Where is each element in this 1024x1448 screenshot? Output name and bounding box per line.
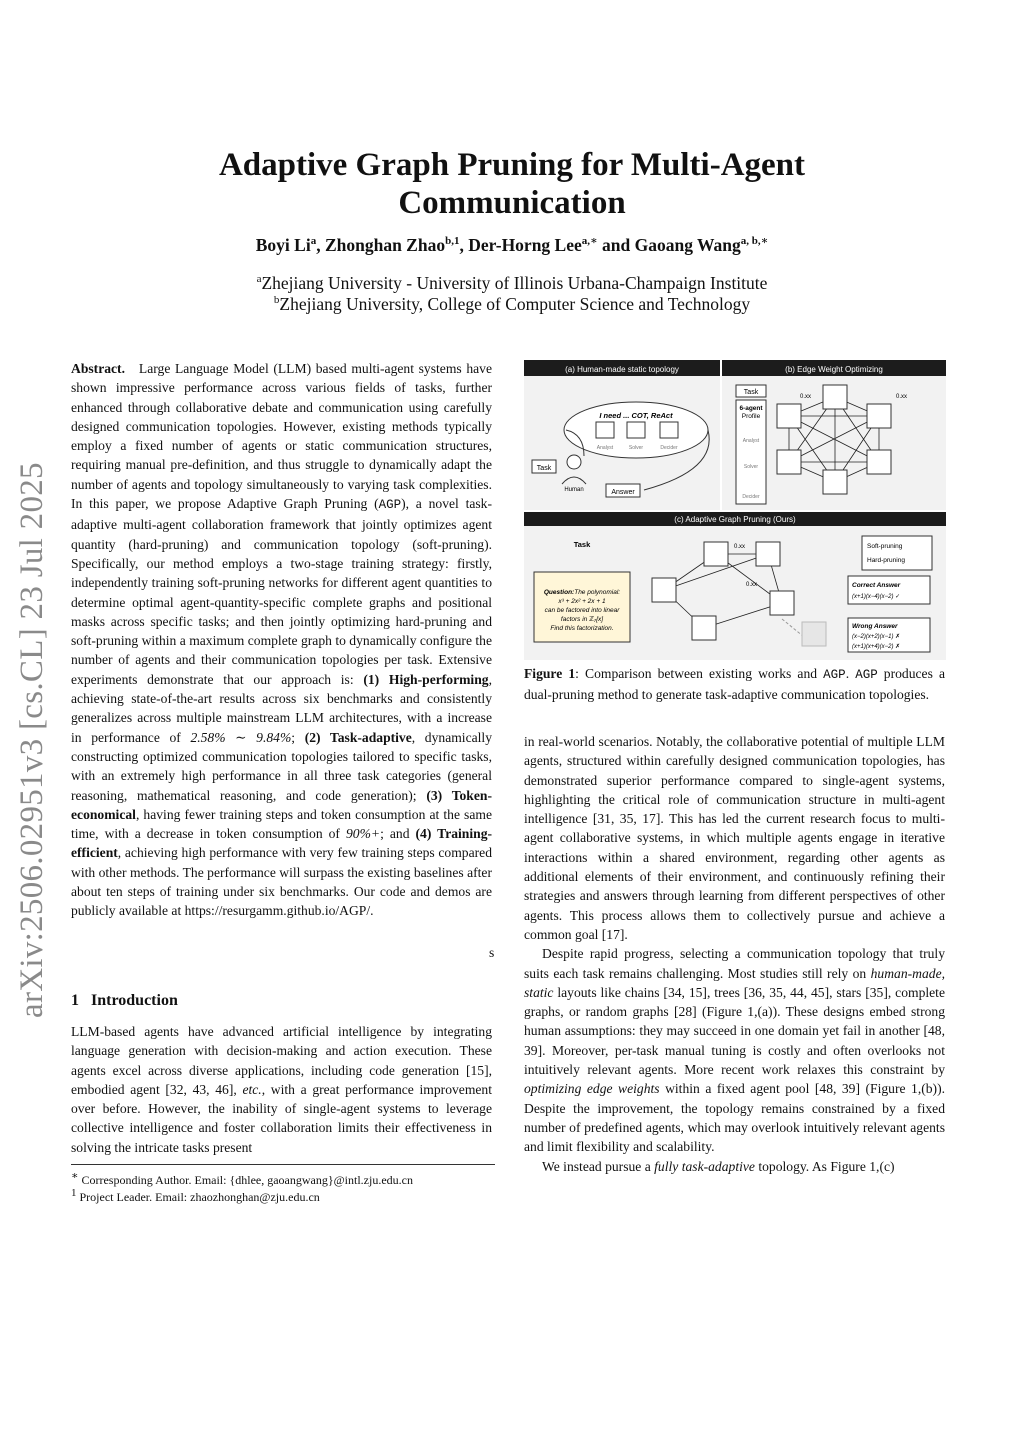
emphasis: human-made, static xyxy=(524,965,945,1000)
abstract-text: , achieving state-of-the-art results across six benchmarks and consistently generalizes across multiple mainstream LLM architectures, with a increase in performance of xyxy=(71,671,492,745)
method-name: AGP xyxy=(855,668,878,682)
question-text: The polynomial: xyxy=(574,589,621,596)
panel-b-title: (b) Edge Weight Optimizing xyxy=(785,365,883,374)
decider-icon xyxy=(660,422,678,438)
abstract-text: ; and xyxy=(380,826,416,842)
affil-mark: b xyxy=(273,294,280,307)
question-label: Question: xyxy=(543,589,575,596)
analyst-icon xyxy=(596,422,614,438)
method-name: AGP xyxy=(378,498,402,513)
abstract-text: ), a novel task-adaptive multi-agent collaboration framework that jointly optimizes agent quantity (hard-pruning) and communication topology (soft-pruning). Specifically, our method employs a two-stage training strategy: firstly, independently training soft-pruning networks for different agent quantities to determine optimal agent-quantity-specific complete graphs and positional masks across specific tasks; and then jointly optimizing hard-pruning and soft-pruning within a maximum complete graph to dynamically configure the number of agents and their communication topologies per task. Extensive experiments demonstrate that our approach is: xyxy=(71,496,492,687)
abstract-text: , achieving high performance with very few training steps compared with other methods. The performance will surpass the existing baselines after about ten steps of training under six benchmarks. Our code and demos are publicly available at https://resurgamm.github.io/AGP/. xyxy=(71,845,492,919)
solver-label: Solver xyxy=(628,445,644,451)
solver-icon xyxy=(627,422,645,438)
method-name: AGP xyxy=(823,668,846,682)
edge-weight-label: 0.xx xyxy=(800,394,812,400)
wrong-answer-title: Wrong Answer xyxy=(852,623,898,630)
author-affil-mark: a xyxy=(310,235,317,247)
emphasis: fully task-adaptive xyxy=(654,1158,755,1174)
paragraph-text: layouts like chains [34, 15], trees [36, 35, 44, 45], stars [35], complete graphs, or random graphs [28] (Figure 1,(a)). These designs embed strong human assumptions: they may succeed in one domain yet fail in another [48, 39]. Moreover, per-task manual tuning is costly and often overlooks not intuitively relevant agents. More recent work relaxes this constraint by xyxy=(524,984,945,1078)
section-heading xyxy=(71,992,178,1010)
author-name: Gaoang Wang xyxy=(634,234,741,255)
paragraph-collaboration: in real-world scenarios. Notably, the collaborative potential of multiple LLM agents, structured within carefully designed communication topologies, has demonstrated superior performance compared to single-agent systems, highlighting the critical role of communication structure in multi-agent intelligence [31, 35, 17]. This has led the current research focus to multi-agent collaborative systems, in which multiple agents engage in iterative interactions within a shared environment, regarding other agents as additional elements of their environment, and continuously refining their strategies and answers through learning from different perspectives of other agents. This process allows them to collectively pursue and achieve a common goal [17]. xyxy=(524,734,945,942)
footnote-2 xyxy=(71,1185,495,1205)
code-agent-icon xyxy=(652,578,676,602)
claim-task-adaptive: (2) Task-adaptive xyxy=(304,729,412,745)
footnote-text: Corresponding Author. Email: {dhlee, gaoangwang}@intl.zju.edu.cn xyxy=(81,1173,413,1187)
right-column-text xyxy=(524,732,945,1176)
question-text: factors in ℤ₇[x] xyxy=(560,616,604,623)
intro-text: , with a great performance improvement over before. However, the inability of single-agent systems to leverage collective intelligence and foster collaboration limits their effectiveness in solving the intricate tasks present xyxy=(71,1081,492,1155)
affiliation-a xyxy=(100,273,924,294)
intro-etc: etc. xyxy=(242,1081,262,1097)
task-label: Task xyxy=(536,465,552,472)
abstract-text: , dynamically constructing optimized communication topologies tailored to specific tasks, with an extremely high performance in all three task categories (general reasoning, mathematical reasoning, and code generation); xyxy=(71,729,492,803)
question-text: Find this factorization. xyxy=(550,625,614,632)
correct-answer-title: Correct Answer xyxy=(852,582,901,589)
footnote-mark: ∗ xyxy=(71,1170,79,1182)
wrong-answer-eq: (x+1)(x+4)(x−2) ✗ xyxy=(852,644,901,650)
author-affil-mark: b,1 xyxy=(445,235,460,247)
author-separator: and xyxy=(597,234,635,255)
author-separator: , xyxy=(316,234,325,255)
claim-token-economical: (3) Token-economical xyxy=(71,787,492,822)
task-label-c: Task xyxy=(573,540,591,549)
paragraph-approach xyxy=(524,1157,945,1176)
writer-agent-icon xyxy=(867,450,891,474)
paragraph-text: We instead pursue a xyxy=(542,1158,655,1174)
math-range: 2.58% ∼ 9.84% xyxy=(190,729,292,745)
math-percent: 90%+ xyxy=(345,826,381,842)
abstract xyxy=(71,359,492,921)
legend-soft-pruning: Soft-pruning xyxy=(867,543,903,550)
figure-caption xyxy=(524,664,945,705)
correct-answer-eq: (x+1)(x−4)(x−2) ✓ xyxy=(852,594,901,600)
footnote-text: Project Leader. Email: zhaozhonghan@zju.edu.cn xyxy=(79,1190,320,1204)
wrong-answer-eq: (x−2)(x+2)(x−1) ✗ xyxy=(852,634,901,640)
paragraph-text: topology. As Figure 1,(c) xyxy=(754,1158,895,1174)
panel-a-title: (a) Human-made static topology xyxy=(565,365,679,374)
paragraph-text: Despite rapid progress, selecting a communication topology that truly suits each task remains challenging. Most studies still rely on xyxy=(524,946,945,981)
analysis-agent-icon xyxy=(756,542,780,566)
analysis-agent-icon xyxy=(867,404,891,428)
claim-high-performing: (1) High-performing xyxy=(363,671,489,687)
affil-text: Zhejiang University - University of Illinois Urbana-Champaign Institute xyxy=(261,273,768,293)
profile-label: Profile xyxy=(741,413,761,420)
analyst-label: Analyst xyxy=(596,445,614,451)
decider-label: Decider xyxy=(660,445,678,451)
stray-character: s xyxy=(489,945,495,960)
question-line xyxy=(544,589,620,596)
question-text: x³ + 2x² + 2x + 1 xyxy=(558,598,606,605)
abstract-text: , having fewer training steps and token consumption at the same time, with a decrease in token consumption of xyxy=(71,806,492,842)
thought-text: I need ... COT, ReAct xyxy=(599,411,673,420)
affiliation-b xyxy=(100,294,924,315)
paragraph-topology xyxy=(524,944,945,1156)
abstract-label: Abstract. xyxy=(71,361,125,376)
intro-paragraph xyxy=(71,1022,492,1157)
figure-1 xyxy=(524,360,946,660)
checklist-agent-icon xyxy=(823,385,847,409)
profile-decider: Decider xyxy=(742,494,760,500)
person-agent-icon xyxy=(692,616,716,640)
footnote-mark: 1 xyxy=(71,1187,77,1199)
emphasis: optimizing edge weights xyxy=(524,1081,660,1097)
person-agent-icon xyxy=(777,450,801,474)
title-line-1: Adaptive Graph Pruning for Multi-Agent xyxy=(218,147,806,183)
edge-weight-label: 0.xx xyxy=(896,394,908,400)
edge-weight-label: 0.xx xyxy=(746,582,758,588)
section-number: 1 xyxy=(71,992,79,1009)
author-name: Der-Horng Lee xyxy=(468,234,582,255)
affil-mark: a xyxy=(256,273,262,286)
bug-agent-icon xyxy=(823,470,847,494)
human-label: Human xyxy=(564,487,584,493)
caption-text: produces a dual-pruning method to generate task-adaptive communication topologies. xyxy=(524,666,946,703)
caption-label: Figure 1 xyxy=(524,666,576,681)
legend-box xyxy=(862,536,932,570)
profile-solver: Solver xyxy=(743,464,759,470)
task-label-b: Task xyxy=(743,389,759,396)
caption-text: . xyxy=(845,666,856,681)
arxiv-identifier: arXiv:2506.02951v3 [cs.CL] 23 Jul 2025 xyxy=(14,462,50,1018)
human-icon xyxy=(567,455,581,469)
paper-title xyxy=(100,146,924,222)
author-name: Zhonghan Zhao xyxy=(324,234,446,255)
author-separator: , xyxy=(459,234,469,255)
author-affil-mark: a, b,∗ xyxy=(740,235,769,247)
claim-training-efficient: (4) Training-efficient xyxy=(71,826,493,861)
abstract-text: Large Language Model (LLM) based multi-agent systems have shown impressive performance across various fields of tasks, further enhanced through collaborative debate and communication using carefully designed communication topologies. However, existing methods typically employ a fixed number of agents or static communication structures, requiring manual pre-definition, and thus struggle to dynamically adapt the number of agents and topology simultaneously to varying task complexities. In this paper, we propose Adaptive Graph Pruning ( xyxy=(71,361,492,512)
panel-c-title: (c) Adaptive Graph Pruning (Ours) xyxy=(674,515,796,524)
checklist-agent-icon xyxy=(704,542,728,566)
code-agent-icon xyxy=(777,404,801,428)
author-list xyxy=(100,234,924,256)
intro-text: LLM-based agents have advanced artificial intelligence by integrating language generation with decision-making and action execution. These agents excel across diverse applications, including code generation [15], embodied agent [32, 43, 46], xyxy=(71,1024,492,1097)
answer-label: Answer xyxy=(611,489,635,496)
question-text: can be factored into linear xyxy=(544,607,620,614)
legend-hard-pruning: Hard-pruning xyxy=(867,557,905,564)
paragraph-text: within a fixed agent pool [48, 39] (Figure 1,(b)). Despite the improvement, the topology remains constrained by a fixed number of predefined agents, which may overlook intuitively relevant agents and limit flexibility and scalability. xyxy=(524,1081,945,1155)
pruned-agent-icon xyxy=(802,622,826,646)
title-line-2: Communication xyxy=(398,185,626,221)
profile-analyst: Analyst xyxy=(742,438,760,444)
author-affil-mark: a,∗ xyxy=(581,235,598,247)
edge-weight-label: 0.xx xyxy=(734,544,746,550)
affil-text: Zhejiang University, College of Computer Science and Technology xyxy=(279,294,751,314)
abstract-text: ; xyxy=(291,729,305,745)
footnote-rule xyxy=(71,1164,495,1165)
six-agent-label: 6-agent xyxy=(739,405,763,412)
caption-text: : Comparison between existing works and xyxy=(575,666,824,681)
author-name: Boyi Li xyxy=(255,234,311,255)
section-title: Introduction xyxy=(91,992,178,1009)
writer-agent-icon xyxy=(770,591,794,615)
